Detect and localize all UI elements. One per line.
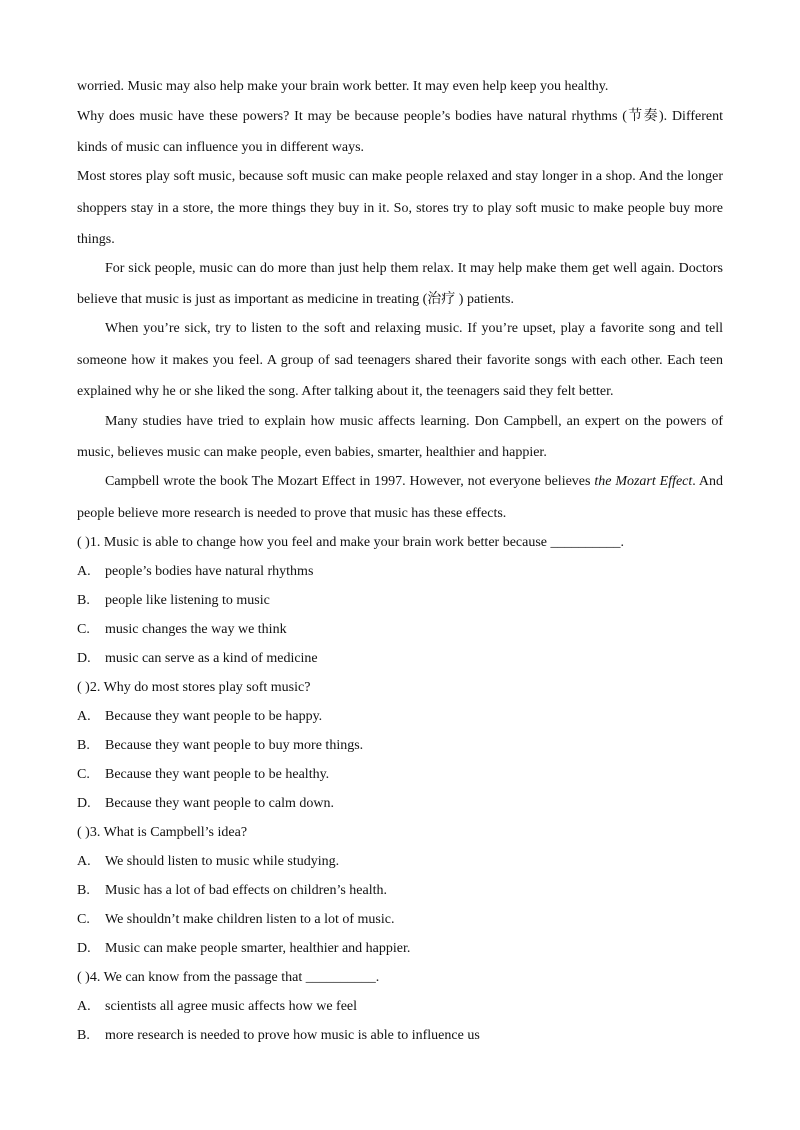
passage-line: For sick people, music can do more than just help them relax. It may help make them get well again. Doctors xyxy=(105,261,723,276)
book-title-italic: the Mozart Effect xyxy=(594,474,693,489)
option-text: people like listening to music xyxy=(105,593,270,608)
passage-line: kinds of music can influence you in different ways. xyxy=(77,140,365,155)
option-letter: B. xyxy=(77,593,90,608)
passage-line: Most stores play soft music, because soft music can make people relaxed and stay longer in a shop. And the longer xyxy=(77,169,723,184)
option-text: Because they want people to calm down. xyxy=(105,796,334,811)
option-letter: D. xyxy=(77,941,91,956)
option-text: Because they want people to buy more things. xyxy=(105,738,364,753)
passage-line: believe that music is just as important as medicine in treating (治疗 ) patients. xyxy=(77,292,515,307)
option-letter: B. xyxy=(77,1028,90,1043)
passage-line: things. xyxy=(77,232,115,247)
option-text: people’s bodies have natural rhythms xyxy=(105,564,314,579)
passage-text: . And xyxy=(692,474,724,489)
option-text: Music has a lot of bad effects on children’s health. xyxy=(105,883,387,898)
passage-line: Many studies have tried to explain how music affects learning. Don Campbell, an expert on the powers of xyxy=(105,414,723,429)
question-stem: ( )4. We can know from the passage that __________. xyxy=(77,970,380,985)
passage-line: music, believes music can make people, even babies, smarter, healthier and happier. xyxy=(77,445,547,460)
passage-line: worried. Music may also help make your brain work better. It may even help keep you healthy. xyxy=(77,79,609,94)
option-text: music can serve as a kind of medicine xyxy=(105,651,318,666)
option-letter: A. xyxy=(77,854,91,869)
option-letter: D. xyxy=(77,796,91,811)
option-text: more research is needed to prove how music is able to influence us xyxy=(105,1028,480,1043)
option-text: music changes the way we think xyxy=(105,622,287,637)
passage-line: explained why he or she liked the song. After talking about it, the teenagers said they felt better. xyxy=(77,384,614,399)
option-letter: A. xyxy=(77,709,91,724)
passage-text: Campbell wrote the book The Mozart Effect in 1997. However, not everyone believes xyxy=(105,474,595,489)
passage-line: shoppers stay in a store, the more things they buy in it. So, stores try to play soft music to make people buy more xyxy=(77,201,723,216)
passage-line xyxy=(105,473,723,491)
question-stem: ( )1. Music is able to change how you feel and make your brain work better because __________. xyxy=(77,535,625,550)
option-letter: A. xyxy=(77,999,91,1014)
option-text: Music can make people smarter, healthier and happier. xyxy=(105,941,411,956)
question-stem: ( )2. Why do most stores play soft music? xyxy=(77,680,311,695)
option-text: We shouldn’t make children listen to a lot of music. xyxy=(105,912,395,927)
passage-line: When you’re sick, try to listen to the soft and relaxing music. If you’re upset, play a favorite song and tell xyxy=(105,321,723,336)
passage-line: Why does music have these powers? It may be because people’s bodies have natural rhythms (节奏). Different xyxy=(77,109,723,124)
option-letter: C. xyxy=(77,767,90,782)
passage-line: someone how it makes you feel. A group of sad teenagers shared their favorite songs with each other. Each teen xyxy=(77,353,723,368)
option-letter: B. xyxy=(77,738,90,753)
question-stem: ( )3. What is Campbell’s idea? xyxy=(77,825,248,840)
option-text: scientists all agree music affects how we feel xyxy=(105,999,358,1014)
option-text: Because they want people to be happy. xyxy=(105,709,323,724)
option-letter: D. xyxy=(77,651,91,666)
option-letter: A. xyxy=(77,564,91,579)
passage-line: people believe more research is needed to prove that music has these effects. xyxy=(77,506,507,521)
option-text: We should listen to music while studying. xyxy=(105,854,340,869)
option-letter: B. xyxy=(77,883,90,898)
option-text: Because they want people to be healthy. xyxy=(105,767,330,782)
option-letter: C. xyxy=(77,622,90,637)
option-letter: C. xyxy=(77,912,90,927)
